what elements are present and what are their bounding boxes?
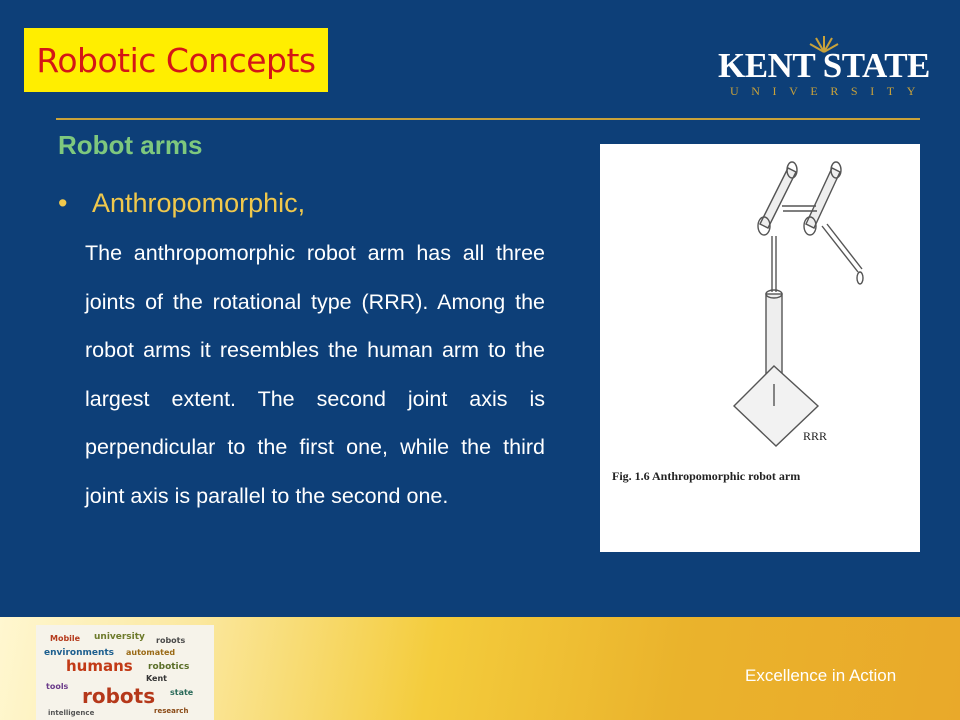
figure-caption: Fig. 1.6 Anthropomorphic robot arm — [612, 469, 801, 483]
body-paragraph: The anthropomorphic robot arm has all three joints of the rotational type (RRR). Among the robot arms it resembles the human arm to the largest extent. The second joint axis is perpendicular to the first one, while the third joint axis is parallel to the second one. — [85, 241, 545, 508]
svg-text:robots: robots — [156, 636, 186, 645]
svg-text:robots: robots — [82, 684, 156, 708]
svg-text:intelligence: intelligence — [48, 709, 95, 717]
figure-label-rrr: RRR — [803, 429, 828, 443]
svg-text:Mobile: Mobile — [50, 634, 81, 643]
header-divider — [56, 118, 920, 120]
svg-text:Kent: Kent — [146, 674, 168, 683]
word-cloud-graphic — [36, 625, 214, 720]
title-box — [24, 28, 328, 92]
svg-text:automated: automated — [126, 648, 176, 657]
robot-arm-diagram — [600, 144, 920, 552]
svg-text:state: state — [170, 688, 194, 697]
svg-text:university: university — [94, 632, 145, 642]
footer-tagline: Excellence in Action — [745, 666, 897, 685]
logo-wordmark: KENT STATE — [718, 46, 930, 85]
logo-subtitle: UNIVERSITY — [730, 84, 928, 98]
figure-anthropomorphic-arm — [600, 144, 920, 552]
svg-text:tools: tools — [46, 682, 69, 691]
svg-text:environments: environments — [44, 648, 115, 658]
kent-state-logo — [718, 32, 928, 102]
slide-title: Robotic Concepts — [36, 40, 316, 80]
svg-text:robotics: robotics — [148, 662, 190, 672]
bullet-item — [58, 188, 305, 219]
section-subtitle: Robot arms — [58, 130, 203, 160]
bullet-text: Anthropomorphic, — [92, 188, 306, 218]
robotics-word-cloud-image — [36, 625, 214, 720]
svg-text:humans: humans — [66, 657, 133, 675]
bullet-marker: • — [58, 188, 68, 218]
svg-text:research: research — [154, 707, 189, 715]
